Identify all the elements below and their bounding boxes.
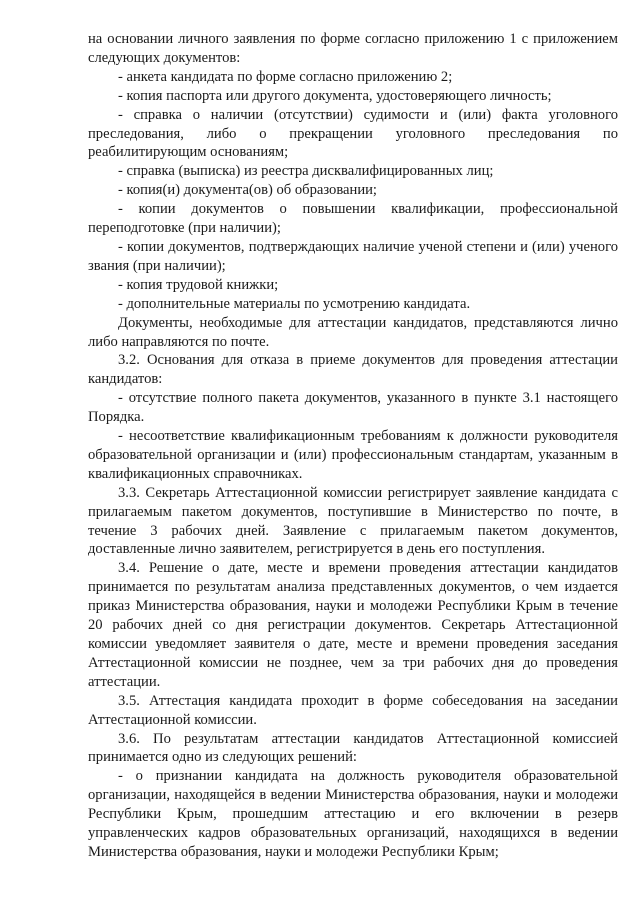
paragraph-3-2: 3.2. Основания для отказа в приеме документов для проведения аттестации кандидатов: (88, 352, 618, 388)
list-item-employment-record: - копия трудовой книжки; (118, 276, 279, 293)
paragraph-3-4: 3.4. Решение о дате, месте и времени проведения аттестации кандидатов принимается по результатам анализа представленных документов, о чем издается приказ Министерства образования, науки и молодежи Республики Крым в течение 20 рабочих дней со дня регистрации документов. Секретарь Аттестационной комиссии уведомляет заявителя о дате, месте и времени проведения заседания Аттестационной комиссии не позднее, чем за три рабочих дня до проведения аттестации. (88, 560, 618, 690)
list-item-passport-copy: - копия паспорта или другого документа, удостоверяющего личность; (118, 87, 552, 104)
list-item-disqualification-registry: - справка (выписка) из реестра дисквалифицированных лиц; (118, 163, 494, 180)
paragraph-3-3: 3.3. Секретарь Аттестационной комиссии регистрирует заявление кандидата с прилагаемым пакетом документов, поступившие в Министерство по почте, в течение 3 рабочих дней. Заявление с прилагаемым пакетом документов, доставленные лично заявителем, регистрируется в день его поступления. (88, 484, 618, 558)
list-item-recognition-decision: - о признании кандидата на должность руководителя образовательной организации, находящейся в ведении Министерства образования, науки и молодежи Республики Крым, прошедшим аттестацию и его включении в резерв управленческих кадров образовательных организаций, находящихся в ведении Министерства образования, науки и молодежи Республики Крым; (88, 768, 618, 860)
paragraph-3-5: 3.5. Аттестация кандидата проходит в форме собеседования на заседании Аттестационной комиссии. (88, 692, 618, 728)
list-item-additional-materials: - дополнительные материалы по усмотрению кандидата. (118, 295, 471, 312)
list-item-academic-degree-documents: - копии документов, подтверждающих наличие ученой степени и (или) ученого звания (при наличии); (88, 238, 618, 274)
paragraph-intro: на основании личного заявления по форме согласно приложению 1 с приложением следующих документов: (88, 31, 618, 66)
paragraph-3-6: 3.6. По результатам аттестации кандидатов Аттестационной комиссией принимается одно из следующих решений: (88, 730, 618, 766)
list-item-criminal-record-certificate: - справка о наличии (отсутствии) судимости и (или) факта уголовного преследования, либо о прекращении уголовного преследования по реабилитирующим основаниям; (88, 106, 618, 161)
list-item-qualification-documents: - копии документов о повышении квалификации, профессиональной переподготовке (при наличии); (88, 201, 618, 237)
list-item-questionnaire: - анкета кандидата по форме согласно приложению 2; (118, 68, 453, 85)
paragraph-submission: Документы, необходимые для аттестации кандидатов, представляются лично либо направляются по почте. (88, 314, 618, 350)
document-body (88, 30, 618, 862)
list-item-education-documents: - копия(и) документа(ов) об образовании; (118, 182, 377, 199)
list-item-qualification-mismatch: - несоответствие квалификационным требованиям к должности руководителя образовательной организации и (или) профессиональным стандартам, указанным в квалификационных справочниках. (88, 428, 618, 482)
list-item-incomplete-package: - отсутствие полного пакета документов, указанного в пункте 3.1 настоящего Порядка. (88, 390, 618, 426)
